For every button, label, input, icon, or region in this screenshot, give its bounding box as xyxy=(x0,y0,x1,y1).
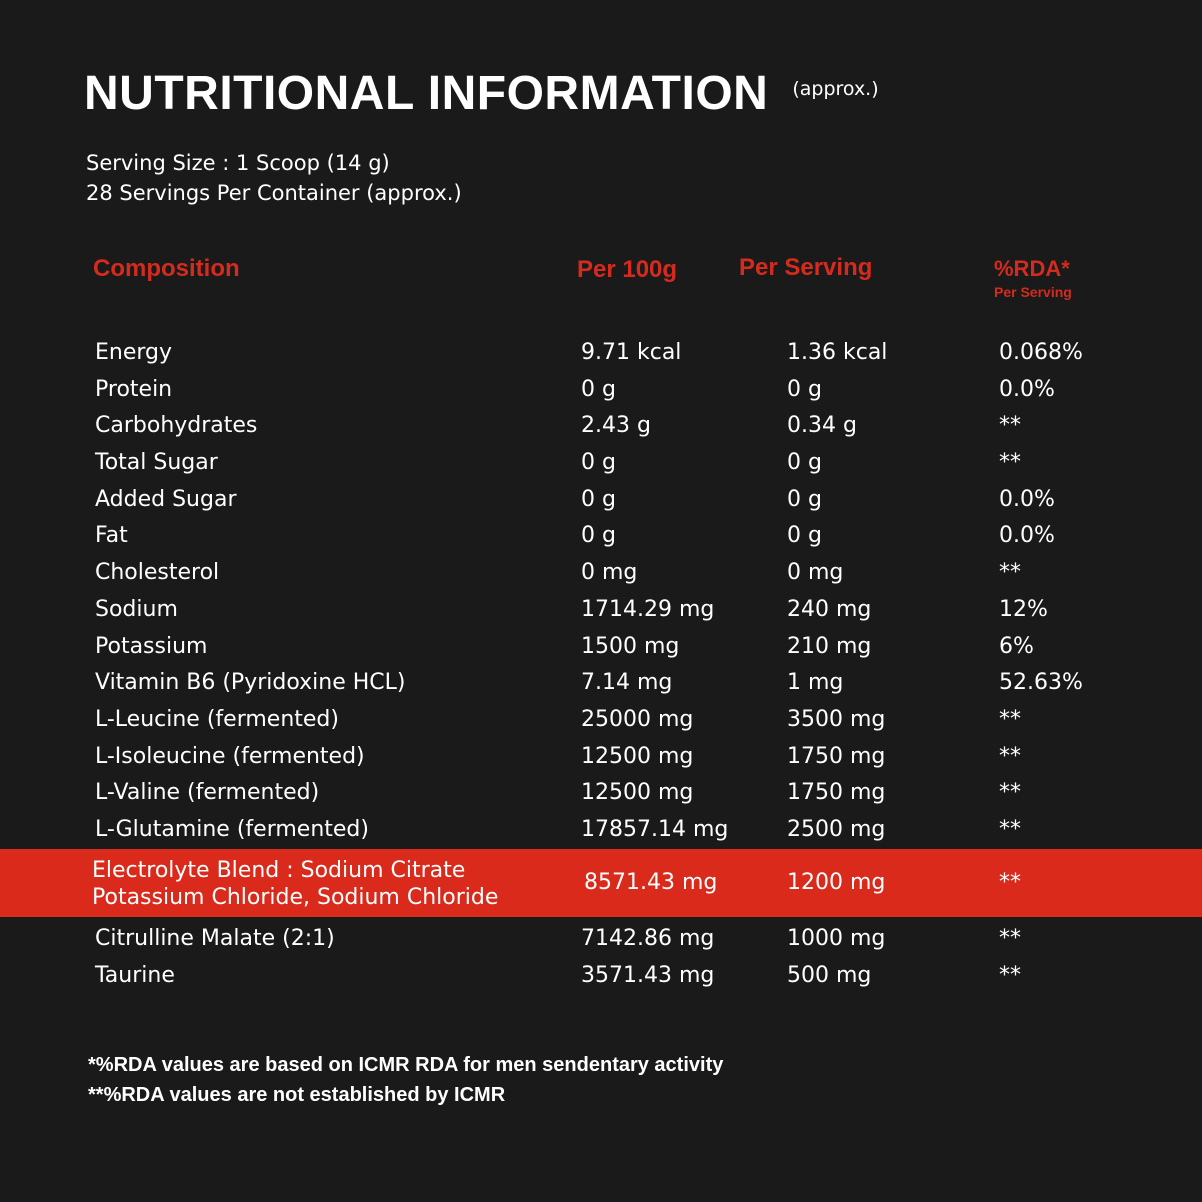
row-rda: ** xyxy=(999,706,1021,732)
row-name: L-Glutamine (fermented) xyxy=(95,816,369,842)
table-row xyxy=(0,554,1202,591)
row-rda: 0.0% xyxy=(999,376,1055,402)
row-rda: 12% xyxy=(999,596,1048,622)
row-per-100g: 1500 mg xyxy=(581,633,680,659)
row-name: Carbohydrates xyxy=(95,413,258,439)
row-per-serving: 0 mg xyxy=(787,560,844,586)
row-per-serving: 0 g xyxy=(787,450,822,476)
serving-info xyxy=(86,148,462,208)
row-per-100g: 3571.43 mg xyxy=(581,962,715,988)
table-row xyxy=(0,334,1202,371)
header-per-serving: Per Serving xyxy=(739,254,873,281)
table-row xyxy=(0,591,1202,628)
row-per-serving: 3500 mg xyxy=(787,706,886,732)
row-per-serving: 1.36 kcal xyxy=(787,340,888,365)
row-rda: 0.0% xyxy=(999,523,1055,549)
row-per-serving: 0 g xyxy=(787,376,822,402)
row-per-serving: 2500 mg xyxy=(787,816,886,842)
row-name: Total Sugar xyxy=(95,450,218,476)
row-per-serving: 0 g xyxy=(787,486,822,512)
row-per-100g: 0 g xyxy=(581,376,616,402)
header-rda-sub: Per Serving xyxy=(994,284,1072,300)
table-row xyxy=(0,774,1202,811)
table-row xyxy=(0,481,1202,518)
row-rda: 0.068% xyxy=(999,340,1083,365)
row-per-serving: 500 mg xyxy=(787,962,872,988)
row-per-serving: 1750 mg xyxy=(787,780,886,806)
highlight-name xyxy=(92,857,498,911)
table-row xyxy=(0,738,1202,775)
row-name: Taurine xyxy=(95,962,175,988)
row-per-serving: 0.34 g xyxy=(787,413,857,439)
table-row xyxy=(0,444,1202,481)
row-rda: ** xyxy=(999,413,1021,439)
row-per-100g: 12500 mg xyxy=(581,780,694,806)
row-rda: 52.63% xyxy=(999,670,1083,696)
table-row xyxy=(0,701,1202,738)
table-row xyxy=(0,371,1202,408)
page-title: NUTRITIONAL INFORMATION xyxy=(84,67,769,120)
serving-size: Serving Size : 1 Scoop (14 g) xyxy=(86,151,390,175)
table-row xyxy=(0,957,1202,994)
title-block xyxy=(84,66,879,121)
row-rda: ** xyxy=(999,816,1021,842)
row-name: Vitamin B6 (Pyridoxine HCL) xyxy=(95,670,406,696)
header-rda: %RDA* xyxy=(994,256,1070,281)
footnotes xyxy=(88,1050,723,1110)
highlight-per-100g: 8571.43 mg xyxy=(584,870,718,895)
table-row xyxy=(0,628,1202,665)
row-per-100g: 0 g xyxy=(581,450,616,476)
row-rda: ** xyxy=(999,743,1021,769)
row-name: L-Leucine (fermented) xyxy=(95,706,339,732)
row-name: Added Sugar xyxy=(95,486,237,512)
row-name: Protein xyxy=(95,376,173,402)
row-per-100g: 7142.86 mg xyxy=(581,926,715,951)
row-per-100g: 17857.14 mg xyxy=(581,816,729,842)
footnote-rda-basis: *%RDA values are based on ICMR RDA for men sendentary activity xyxy=(88,1054,724,1076)
row-per-serving: 240 mg xyxy=(787,596,872,622)
row-per-100g: 0 g xyxy=(581,523,616,549)
highlight-row-electrolyte-blend xyxy=(0,849,1202,917)
servings-per-container: 28 Servings Per Container (approx.) xyxy=(86,181,462,205)
row-per-serving: 0 g xyxy=(787,523,822,549)
row-rda: ** xyxy=(999,780,1021,806)
row-name: Sodium xyxy=(95,596,178,622)
footnote-rda-not-established: **%RDA values are not established by ICMR xyxy=(88,1084,506,1106)
row-name: Citrulline Malate (2:1) xyxy=(95,926,335,951)
row-rda: ** xyxy=(999,450,1021,476)
row-name: Fat xyxy=(95,523,128,549)
row-per-100g: 0 g xyxy=(581,486,616,512)
row-per-100g: 0 mg xyxy=(581,560,638,586)
nutrition-table xyxy=(0,334,1202,848)
nutrition-table-continued xyxy=(0,920,1202,993)
row-per-100g: 25000 mg xyxy=(581,706,694,732)
row-per-serving: 1000 mg xyxy=(787,926,886,951)
row-per-serving: 210 mg xyxy=(787,633,872,659)
title-note: (approx.) xyxy=(792,78,879,100)
row-per-serving: 1 mg xyxy=(787,670,844,696)
header-composition: Composition xyxy=(93,255,240,282)
row-rda: 6% xyxy=(999,633,1034,659)
highlight-name-line1: Electrolyte Blend : Sodium Citrate xyxy=(92,858,466,883)
highlight-rda: ** xyxy=(999,870,1021,895)
row-name: Potassium xyxy=(95,633,208,659)
row-rda: ** xyxy=(999,560,1021,586)
table-row xyxy=(0,407,1202,444)
row-name: L-Isoleucine (fermented) xyxy=(95,743,365,769)
highlight-per-serving: 1200 mg xyxy=(787,870,886,895)
table-row xyxy=(0,811,1202,848)
table-row xyxy=(0,664,1202,701)
row-per-100g: 12500 mg xyxy=(581,743,694,769)
table-row xyxy=(0,517,1202,554)
highlight-name-line2: Potassium Chloride, Sodium Chloride xyxy=(92,885,499,910)
header-per-100g: Per 100g xyxy=(577,256,678,283)
table-row xyxy=(0,920,1202,957)
row-name: L-Valine (fermented) xyxy=(95,780,320,806)
row-per-serving: 1750 mg xyxy=(787,743,886,769)
row-per-100g: 7.14 mg xyxy=(581,670,673,696)
row-name: Energy xyxy=(95,340,173,365)
row-rda: ** xyxy=(999,962,1021,988)
row-per-100g: 9.71 kcal xyxy=(581,340,682,365)
row-per-100g: 2.43 g xyxy=(581,413,651,439)
row-rda: ** xyxy=(999,926,1021,951)
row-per-100g: 1714.29 mg xyxy=(581,596,715,622)
row-name: Cholesterol xyxy=(95,560,220,586)
row-rda: 0.0% xyxy=(999,486,1055,512)
